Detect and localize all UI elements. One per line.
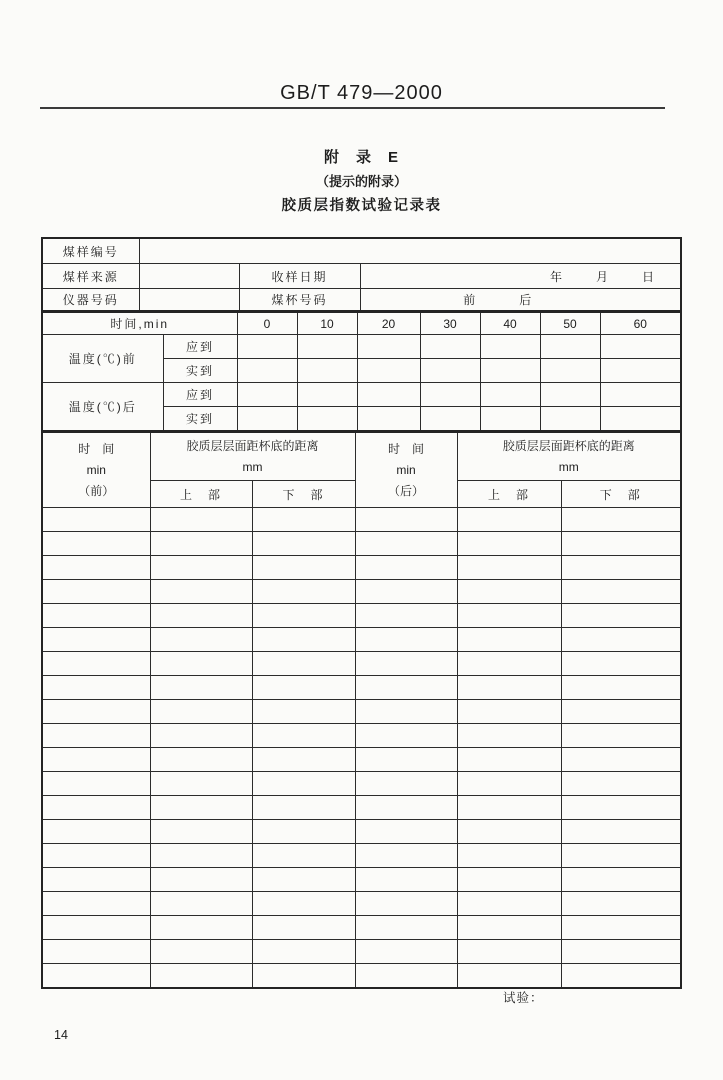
- day-label: 日: [641, 269, 654, 284]
- record-row: [42, 844, 681, 868]
- record-cell: [355, 508, 457, 532]
- record-cell: [561, 652, 681, 676]
- record-cell: [561, 844, 681, 868]
- lower-label: 下 部: [561, 481, 681, 508]
- appendix-title: 附 录 E: [323, 149, 399, 166]
- record-cell: [252, 844, 355, 868]
- record-cell: [150, 724, 252, 748]
- record-cell: [561, 676, 681, 700]
- record-cell: [150, 772, 252, 796]
- distance-title: 胶质层层面距杯底的距离: [502, 439, 635, 454]
- record-cell: [457, 556, 561, 580]
- sample-no-value-cell: [139, 238, 681, 264]
- sample-source-value-cell: [139, 264, 239, 289]
- record-cell: [150, 580, 252, 604]
- record-cell: [42, 820, 150, 844]
- sample-source-row: [42, 264, 681, 289]
- record-cell: [355, 700, 457, 724]
- year-label: 年: [549, 269, 562, 284]
- time-back-line2: min: [396, 462, 416, 477]
- record-cell: [42, 796, 150, 820]
- standard-code: GB/T 479—2000: [280, 82, 443, 104]
- time-value: 0: [237, 312, 297, 335]
- record-row: [42, 700, 681, 724]
- record-cell: [42, 604, 150, 628]
- record-cell: [252, 628, 355, 652]
- temp-cell: [600, 383, 681, 407]
- sample-source-label: 煤样来源: [42, 264, 139, 289]
- record-cell: [561, 916, 681, 940]
- record-row: [42, 868, 681, 892]
- record-cell: [252, 580, 355, 604]
- page-number: 14: [54, 1028, 68, 1042]
- lower-label: 下 部: [252, 481, 355, 508]
- sample-no-label: 煤样编号: [42, 238, 139, 264]
- temp-cell: [540, 359, 600, 383]
- record-row: [42, 820, 681, 844]
- record-cell: [42, 556, 150, 580]
- record-cell: [561, 580, 681, 604]
- temp-cell: [420, 359, 480, 383]
- temp-cell: [237, 359, 297, 383]
- record-cell: [252, 868, 355, 892]
- record-cell: [457, 628, 561, 652]
- record-cell: [252, 772, 355, 796]
- record-cell: [355, 580, 457, 604]
- temp-cell: [480, 407, 540, 432]
- temp-back-label: 温度(℃)后: [42, 383, 163, 432]
- time-row-label: 时间,min: [42, 312, 237, 335]
- record-cell: [252, 604, 355, 628]
- record-cell: [42, 580, 150, 604]
- instrument-no-value-cell: [139, 289, 239, 312]
- record-cell: [42, 868, 150, 892]
- temp-cell: [540, 383, 600, 407]
- actual-label: 实到: [163, 407, 237, 432]
- record-cell: [252, 748, 355, 772]
- distance-title: 胶质层层面距杯底的距离: [186, 439, 319, 454]
- time-value: 30: [420, 312, 480, 335]
- record-cell: [150, 532, 252, 556]
- temp-cell: [480, 359, 540, 383]
- record-cell: [561, 628, 681, 652]
- record-cell: [42, 748, 150, 772]
- record-cell: [457, 580, 561, 604]
- record-cell: [355, 724, 457, 748]
- record-cell: [252, 724, 355, 748]
- time-back-header: [355, 432, 457, 508]
- record-cell: [355, 820, 457, 844]
- record-cell: [252, 652, 355, 676]
- time-front-header: [42, 432, 150, 508]
- record-cell: [42, 772, 150, 796]
- temp-cell: [357, 335, 420, 359]
- temp-front-due-row: [42, 335, 681, 359]
- record-cell: [150, 604, 252, 628]
- record-cell: [252, 820, 355, 844]
- record-cell: [355, 892, 457, 916]
- record-cell: [457, 532, 561, 556]
- temp-cell: [357, 359, 420, 383]
- temp-cell: [237, 407, 297, 432]
- record-cell: [355, 556, 457, 580]
- temp-cell: [237, 335, 297, 359]
- record-cell: [457, 796, 561, 820]
- record-table: [41, 431, 682, 989]
- record-cell: [561, 748, 681, 772]
- form-title: 胶质层指数试验记录表: [281, 198, 442, 214]
- time-value: 60: [600, 312, 681, 335]
- temp-cell: [420, 383, 480, 407]
- record-cell: [355, 868, 457, 892]
- record-cell: [42, 916, 150, 940]
- record-cell: [561, 892, 681, 916]
- upper-label: 上 部: [457, 481, 561, 508]
- record-cell: [42, 532, 150, 556]
- receive-date-value-cell: [360, 264, 681, 289]
- time-value: 50: [540, 312, 600, 335]
- temp-cell: [237, 383, 297, 407]
- record-cell: [457, 604, 561, 628]
- record-cell: [150, 916, 252, 940]
- record-cell: [42, 676, 150, 700]
- sample-no-row: [42, 238, 681, 264]
- temp-cell: [600, 359, 681, 383]
- record-cell: [42, 892, 150, 916]
- time-back-line1: 时 间: [388, 441, 425, 456]
- record-row: [42, 724, 681, 748]
- temp-cell: [420, 335, 480, 359]
- time-front-line3: （前）: [78, 483, 115, 498]
- record-cell: [457, 964, 561, 989]
- distance-unit: mm: [242, 459, 263, 474]
- record-cell: [457, 724, 561, 748]
- record-row: [42, 964, 681, 989]
- record-cell: [561, 868, 681, 892]
- record-cell: [150, 556, 252, 580]
- record-cell: [561, 796, 681, 820]
- distance-unit: mm: [558, 459, 579, 474]
- record-cell: [252, 796, 355, 820]
- record-row: [42, 940, 681, 964]
- distance-back-header: [457, 432, 681, 481]
- record-cell: [252, 892, 355, 916]
- record-cell: [355, 652, 457, 676]
- record-cell: [355, 916, 457, 940]
- temp-cell: [600, 335, 681, 359]
- record-row: [42, 532, 681, 556]
- record-cell: [42, 508, 150, 532]
- temp-cell: [357, 407, 420, 432]
- record-cell: [457, 652, 561, 676]
- record-cell: [561, 940, 681, 964]
- record-cell: [355, 940, 457, 964]
- record-cell: [252, 916, 355, 940]
- record-cell: [457, 940, 561, 964]
- record-cell: [561, 700, 681, 724]
- record-table-body: [42, 508, 681, 989]
- record-cell: [150, 652, 252, 676]
- record-cell: [150, 796, 252, 820]
- record-cell: [355, 748, 457, 772]
- record-cell: [355, 964, 457, 989]
- record-cell: [457, 748, 561, 772]
- temp-cell: [297, 407, 357, 432]
- cup-no-value-cell: [360, 289, 681, 312]
- record-cell: [42, 628, 150, 652]
- header-rule: [40, 107, 665, 109]
- record-row: [42, 748, 681, 772]
- record-row: [42, 796, 681, 820]
- record-cell: [457, 916, 561, 940]
- record-cell: [561, 964, 681, 989]
- record-cell: [457, 772, 561, 796]
- upper-label: 上 部: [150, 481, 252, 508]
- record-cell: [150, 868, 252, 892]
- record-row: [42, 508, 681, 532]
- record-row: [42, 604, 681, 628]
- instrument-row: [42, 289, 681, 312]
- temp-cell: [480, 335, 540, 359]
- record-row: [42, 628, 681, 652]
- record-cell: [561, 724, 681, 748]
- record-cell: [150, 676, 252, 700]
- record-cell: [42, 844, 150, 868]
- record-cell: [150, 508, 252, 532]
- record-row: [42, 652, 681, 676]
- record-cell: [561, 604, 681, 628]
- record-cell: [150, 820, 252, 844]
- record-cell: [42, 700, 150, 724]
- record-cell: [150, 964, 252, 989]
- month-label: 月: [595, 269, 608, 284]
- record-cell: [355, 628, 457, 652]
- time-temp-table: [41, 311, 682, 432]
- record-cell: [42, 940, 150, 964]
- time-value: 40: [480, 312, 540, 335]
- record-cell: [457, 700, 561, 724]
- record-cell: [355, 532, 457, 556]
- cup-no-label: 煤杯号码: [239, 289, 360, 312]
- record-cell: [457, 892, 561, 916]
- record-row: [42, 892, 681, 916]
- record-cell: [252, 508, 355, 532]
- time-front-line1: 时 间: [78, 441, 115, 456]
- record-cell: [150, 700, 252, 724]
- record-cell: [252, 964, 355, 989]
- time-value: 10: [297, 312, 357, 335]
- time-back-line3: （后）: [388, 483, 425, 498]
- temp-back-due-row: [42, 383, 681, 407]
- record-cell: [42, 652, 150, 676]
- record-cell: [150, 748, 252, 772]
- appendix-note: （提示的附录）: [315, 174, 407, 189]
- test-signature-label: 试验：: [503, 991, 544, 1005]
- temp-cell: [297, 359, 357, 383]
- temp-cell: [420, 407, 480, 432]
- record-row: [42, 676, 681, 700]
- record-cell: [355, 604, 457, 628]
- record-cell: [457, 844, 561, 868]
- record-cell: [252, 700, 355, 724]
- record-cell: [42, 724, 150, 748]
- record-cell: [457, 676, 561, 700]
- temp-cell: [357, 383, 420, 407]
- record-cell: [457, 508, 561, 532]
- record-cell: [42, 964, 150, 989]
- record-cell: [457, 868, 561, 892]
- record-cell: [252, 556, 355, 580]
- instrument-no-label: 仪器号码: [42, 289, 139, 312]
- record-row: [42, 556, 681, 580]
- record-cell: [355, 796, 457, 820]
- temp-cell: [480, 383, 540, 407]
- time-value: 20: [357, 312, 420, 335]
- distance-front-header: [150, 432, 355, 481]
- record-cell: [252, 676, 355, 700]
- record-cell: [457, 820, 561, 844]
- actual-label: 实到: [163, 359, 237, 383]
- record-cell: [355, 772, 457, 796]
- record-cell: [150, 628, 252, 652]
- record-cell: [561, 820, 681, 844]
- time-header-row: [42, 312, 681, 335]
- record-cell: [252, 940, 355, 964]
- temp-cell: [540, 335, 600, 359]
- time-front-line2: min: [86, 462, 106, 477]
- record-cell: [561, 772, 681, 796]
- record-cell: [355, 676, 457, 700]
- temp-front-label: 温度(℃)前: [42, 335, 163, 383]
- cup-front-label: 前: [463, 293, 476, 307]
- record-cell: [150, 940, 252, 964]
- record-row: [42, 916, 681, 940]
- record-row: [42, 580, 681, 604]
- temp-cell: [540, 407, 600, 432]
- record-form: [41, 237, 682, 989]
- temp-cell: [600, 407, 681, 432]
- record-cell: [561, 556, 681, 580]
- record-cell: [252, 532, 355, 556]
- receive-date-label: 收样日期: [239, 264, 360, 289]
- record-cell: [355, 844, 457, 868]
- record-cell: [561, 532, 681, 556]
- record-cell: [150, 892, 252, 916]
- due-label: 应到: [163, 383, 237, 407]
- cup-back-label: 后: [519, 293, 532, 307]
- temp-cell: [297, 383, 357, 407]
- due-label: 应到: [163, 335, 237, 359]
- record-header-row-1: [42, 432, 681, 481]
- info-table: [41, 237, 682, 312]
- record-cell: [150, 844, 252, 868]
- record-cell: [561, 508, 681, 532]
- record-row: [42, 772, 681, 796]
- temp-cell: [297, 335, 357, 359]
